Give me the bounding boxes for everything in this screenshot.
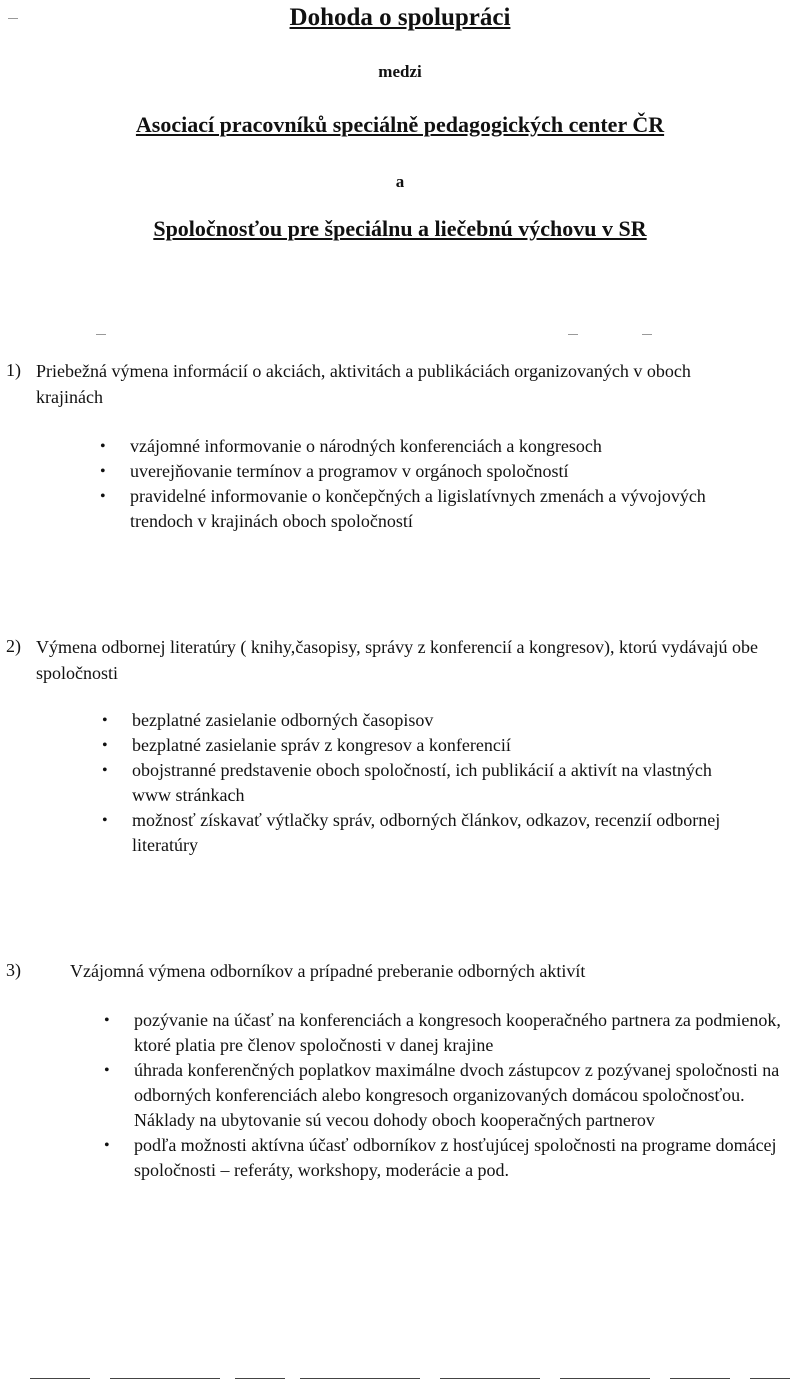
scan-edge-line <box>110 1378 220 1379</box>
section-heading: Priebežná výmena informácií o akciách, aktivitách a publikáciách organizovaných v oboch krajinách <box>36 361 691 407</box>
section-number: 2) <box>6 636 21 656</box>
scan-edge-line <box>560 1378 650 1379</box>
between-word: medzi <box>378 62 422 81</box>
scan-edge-line <box>30 1378 90 1379</box>
scan-mark <box>96 334 106 335</box>
list-item-text: uverejňovanie termínov a programov v orgánoch spoločností <box>130 461 569 481</box>
scan-edge-line <box>670 1378 730 1379</box>
scan-edge-line <box>235 1378 285 1379</box>
list-item-text: pravidelné informovanie o končepčných a ligislatívnych zmenách a vývojových trendoch v krajinách oboch spoločností <box>130 486 706 531</box>
list-item <box>100 434 730 459</box>
bullet-icon: • <box>104 1137 110 1154</box>
section-number: 3) <box>6 960 21 980</box>
list-item <box>100 459 730 484</box>
section-items <box>104 1008 794 1183</box>
conjunction-word: a <box>395 172 405 191</box>
scan-mark <box>8 18 18 19</box>
document-title: Dohoda o spolupráci <box>289 4 511 31</box>
list-item-text: podľa možnosti aktívna účasť odborníkov z hosťujúcej spoločnosti na programe domácej spoločnosti – referáty, workshopy, moderácie a pod. <box>134 1135 777 1180</box>
scan-edge-line <box>750 1378 790 1379</box>
list-item-text: bezplatné zasielanie správ z kongresov a konferencií <box>132 735 511 755</box>
list-item <box>100 484 730 534</box>
list-item <box>104 1008 794 1058</box>
section-number: 1) <box>6 360 21 380</box>
list-item <box>102 808 742 858</box>
bullet-icon: • <box>100 438 106 455</box>
bullet-icon: • <box>102 737 108 754</box>
section-heading: Výmena odbornej literatúry ( knihy,časopisy, správy z konferencií a kongresov), ktorú vydávajú obe spoločnosti <box>36 637 758 683</box>
section-heading: Vzájomná výmena odborníkov a prípadné preberanie odborných aktivít <box>70 961 586 981</box>
list-item <box>102 733 742 758</box>
bullet-icon: • <box>100 463 106 480</box>
list-item <box>102 758 742 808</box>
scan-mark <box>642 334 652 335</box>
list-item-text: vzájomné informovanie o národných konferenciách a kongresoch <box>130 436 602 456</box>
list-item-text: obojstranné predstavenie oboch spoločností, ich publikácií a aktivít na vlastných www stránkach <box>132 760 712 805</box>
scan-edge-line <box>300 1378 420 1379</box>
list-item <box>104 1058 794 1133</box>
party-one-name: Asociací pracovníků speciálně pedagogických center ČR <box>135 112 665 137</box>
bullet-icon: • <box>102 812 108 829</box>
list-item-text: úhrada konferenčných poplatkov maximálne dvoch zástupcov z pozývanej spoločnosti na odborných konferenciách alebo kongresoch organizovaných domácou spoločnosťou. Náklady na ubytovanie sú vecou dohody oboch kooperačných partnerov <box>134 1060 780 1130</box>
list-item <box>104 1133 794 1183</box>
bullet-icon: • <box>102 712 108 729</box>
list-item <box>102 708 742 733</box>
bullet-icon: • <box>104 1062 110 1079</box>
party-two-name: Spoločnosťou pre špeciálnu a liečebnú výchovu v SR <box>153 216 647 241</box>
scan-mark <box>568 334 578 335</box>
section-items <box>102 708 742 858</box>
list-item-text: pozývanie na účasť na konferenciách a kongresoch kooperačného partnera za podmienok, ktoré platia pre členov spoločnosti v danej krajine <box>134 1010 781 1055</box>
section-items <box>100 434 730 534</box>
bullet-icon: • <box>104 1012 110 1029</box>
bullet-icon: • <box>102 762 108 779</box>
list-item-text: bezplatné zasielanie odborných časopisov <box>132 710 434 730</box>
scan-edge-line <box>440 1378 540 1379</box>
bullet-icon: • <box>100 488 106 505</box>
list-item-text: možnosť získavať výtlačky správ, odborných článkov, odkazov, recenzií odbornej literatúry <box>132 810 721 855</box>
